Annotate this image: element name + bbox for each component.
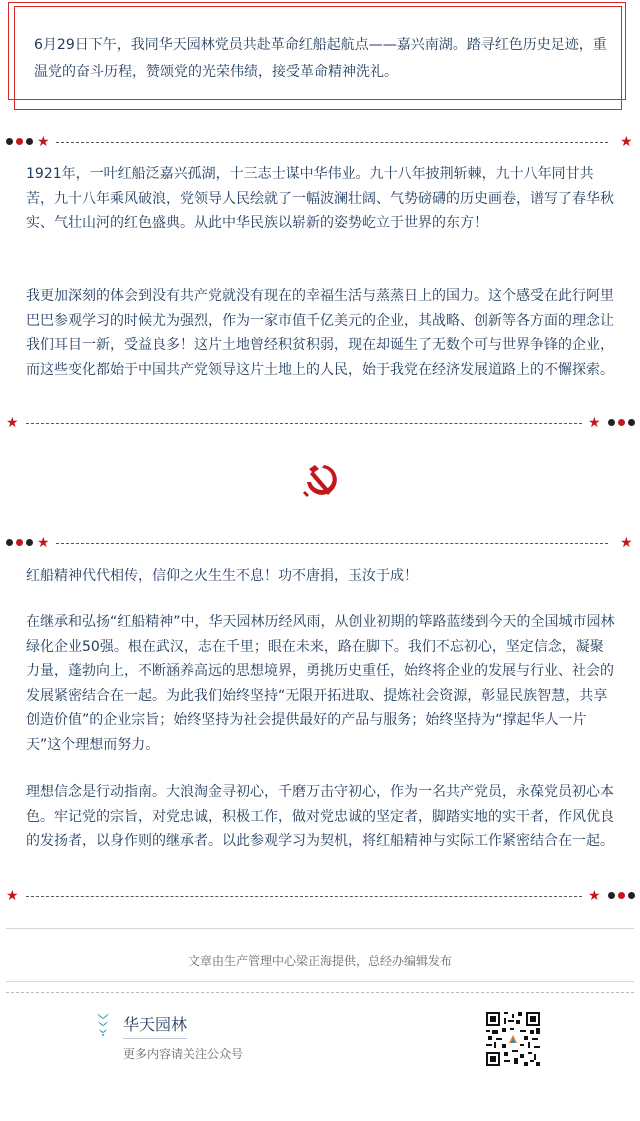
footer-divider bbox=[6, 928, 634, 929]
section1-paragraph-2: 我更加深刻的体会到没有共产党就没有现在的幸福生活与蒸蒸日上的国力。这个感受在此行阿里巴巴参观学习的时候尤为强烈，作为一家市值千亿美元的企业，其战略、创新等各方面的理念让我们耳目一新，受益良多！这片土地曾经积贫积弱，现在却诞生了无数个可与世界争锋的企业，而这些变化都始于中国共产党领导这片土地上的人民，始于我党在经济发展道路上的不懈探索。 bbox=[26, 288, 614, 378]
intro-box bbox=[14, 6, 622, 110]
star-icon: ★ bbox=[6, 888, 19, 904]
section-divider-top-2 bbox=[0, 536, 640, 552]
star-icon: ★ bbox=[620, 134, 633, 150]
follow-text: 更多内容请关注公众号 bbox=[123, 1047, 244, 1061]
section-divider-bottom-1 bbox=[0, 416, 640, 432]
credit-text: 文章由生产管理中心梁正海提供，总经办编辑发布 bbox=[187, 954, 452, 968]
section-divider-top-1 bbox=[0, 135, 640, 151]
star-icon: ★ bbox=[37, 134, 50, 150]
divider-dots bbox=[608, 419, 635, 426]
section1-paragraph-1: 1921年，一叶红船泛嘉兴孤湖，十三志士谋中华伟业。九十八年披荆斩棘，九十八年同甘共苦，九十八年乘风破浪，党领导人民绘就了一幅波澜壮阔、气势磅礴的历史画卷，谱写了春华秋实、气壮山河的红色盛典。从此中华民族以崭新的姿势屹立于世界的东方！ bbox=[26, 166, 614, 231]
divider-dots bbox=[6, 138, 33, 145]
section2-paragraph-3: 理想信念是行动指南。大浪淘金寻初心，千磨万击守初心，作为一名共产党员，永葆党员初心本色。牢记党的宗旨，对党忠诚，积极工作，做对党忠诚的坚定者，脚踏实地的实干者，作风优良的发扬者，以身作则的继承者。以此参观学习为契机，将红船精神与实际工作紧密结合在一起。 bbox=[26, 784, 614, 849]
divider-dots bbox=[6, 539, 33, 546]
star-icon: ★ bbox=[588, 888, 601, 904]
section2-paragraph-2: 在继承和弘扬“红船精神”中，华天园林历经风雨，从创业初期的筚路蓝缕到今天的全国城市园林绿化企业50强。根在武汉，志在千里；眼在未来，路在脚下。我们不忘初心，坚定信念，凝聚力量，蓬勃向上，不断涵养高远的思想境界，勇挑历史重任，始终将企业的发展与行业、社会的发展紧密结合在一起。为此我们始终坚持“无限开拓进取、提炼社会资源，彰显民族智慧，共享创造价值”的企业宗旨；始终坚持为社会提供最好的产品与服务；始终坚持为“撑起华人一片天”这个理想而努力。 bbox=[26, 614, 615, 753]
footer-dashed-divider bbox=[6, 992, 634, 993]
divider-dots bbox=[608, 892, 635, 899]
intro-text: 6月29日下午，我同华天园林党员共赴革命红船起航点——嘉兴南湖。踏寻红色历史足迹，重温党的奋斗历程，赞颂党的光荣伟绩，接受革命精神洗礼。 bbox=[34, 37, 607, 80]
footer-divider bbox=[6, 981, 634, 982]
section-divider-bottom-2 bbox=[0, 889, 640, 905]
star-icon: ★ bbox=[588, 415, 601, 431]
star-icon: ★ bbox=[6, 415, 19, 431]
star-icon: ★ bbox=[37, 535, 50, 551]
brand-name: 华天园林 bbox=[123, 1012, 187, 1039]
star-icon: ★ bbox=[620, 535, 633, 551]
hammer-sickle-icon bbox=[300, 460, 340, 500]
section2-paragraph-1: 红船精神代代相传，信仰之火生生不息！功不唐捐，玉汝于成！ bbox=[26, 568, 418, 584]
qr-code-icon[interactable] bbox=[486, 1012, 540, 1066]
huatian-logo-icon bbox=[96, 1012, 110, 1038]
